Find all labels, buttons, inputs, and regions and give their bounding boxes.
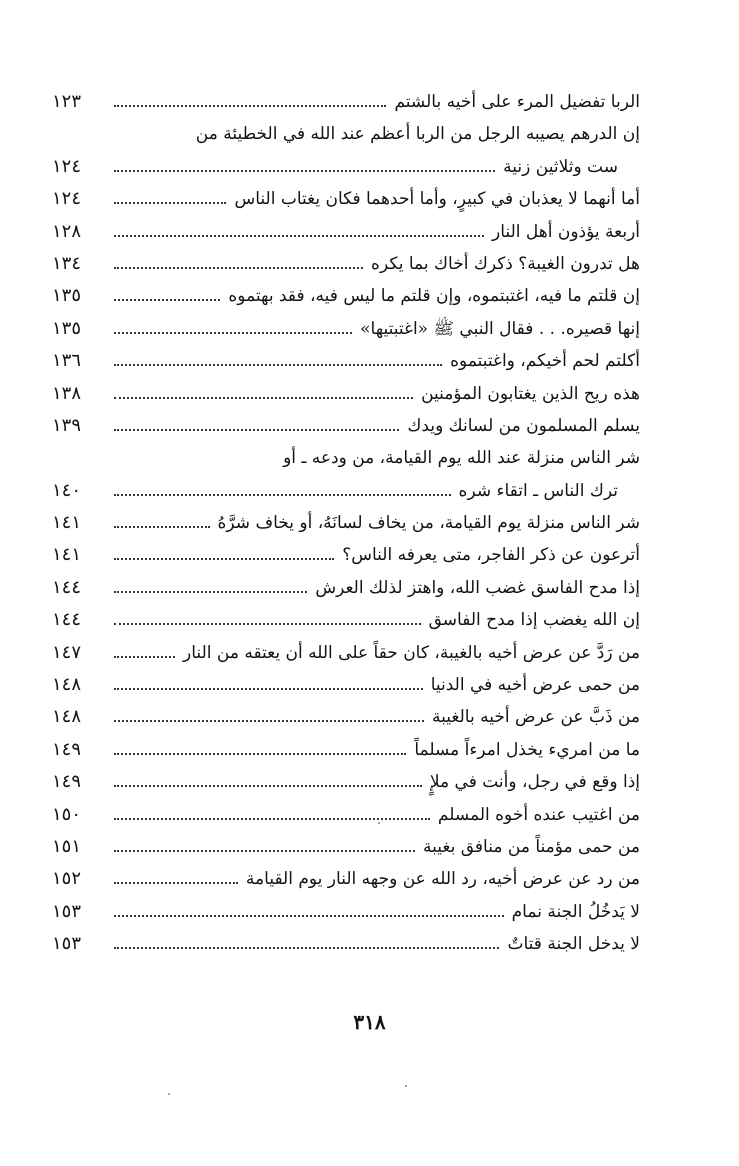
index-entry: [52, 896, 640, 928]
index-entry: [52, 766, 640, 798]
entry-title: أكلتم لحم أخيكم، واغتبتموه: [450, 351, 640, 372]
entry-page-number: ١٤٨: [52, 706, 82, 728]
entry-title: إن الله يغضب إذا مدح الفاسق: [428, 610, 640, 631]
entry-title: إذا مدح الفاسق غضب الله، واهتز لذلك العرش: [315, 577, 640, 598]
entry-page-number: ١٣٨: [52, 382, 82, 404]
entry-title: ست وثلاثين زنية: [503, 156, 618, 177]
leader-dots: [114, 267, 363, 269]
entry-page-number: ١٣٥: [52, 317, 82, 339]
leader-dots: [114, 915, 504, 917]
entry-page-number: ١٢٨: [52, 220, 82, 242]
entry-page-number: ١٢٤: [52, 155, 82, 177]
leader-dots: [114, 299, 220, 301]
index-entry: [52, 475, 640, 507]
leader-dots: [114, 591, 307, 593]
entry-page-number: ١٥١: [52, 835, 82, 857]
entry-title: من ذَبَّ عن عرض أخيه بالغيبة: [432, 707, 640, 728]
entry-page-number: ١٣٤: [52, 252, 82, 274]
entry-page-number: ١٢٣: [52, 91, 82, 112]
index-entry: [52, 604, 640, 636]
index-entry: [52, 928, 640, 960]
entry-page-number: ١٤٤: [52, 609, 82, 631]
entry-title: من اغتيب عنده أخوه المسلم: [437, 804, 640, 825]
scan-speck: [405, 1085, 407, 1087]
entry-title: أربعة يؤذون أهل النار: [492, 221, 640, 242]
entry-page-number: ١٤١: [52, 544, 82, 566]
index-entry: [52, 442, 640, 474]
entry-title: هذه ريح الذين يغتابون المؤمنين: [421, 383, 640, 404]
entry-page-number: ١٣٦: [52, 350, 82, 372]
entry-title: أما أنهما لا يعذبان في كبيرٍ، وأما أحدهما فكان يغتاب الناس: [234, 189, 640, 210]
entry-title: شر الناس منزلة عند الله يوم القيامة، من ودعه ـ أو: [283, 448, 640, 469]
entry-page-number: ١٤٤: [52, 576, 82, 598]
scan-speck: [378, 822, 380, 824]
index-entry: [52, 216, 640, 248]
entry-title: إن الدرهم يصيبه الرجل من الربا أعظم عند الله في الخطيئة من: [195, 124, 640, 145]
leader-dots: [114, 494, 451, 496]
entry-title: من حمى عرض أخيه في الدنيا: [430, 675, 640, 696]
leader-dots: [114, 332, 352, 334]
scan-speck: [168, 1093, 170, 1095]
entry-title: إذا وقع في رجل، وأنت في ملإٍ: [429, 772, 640, 793]
index-entry: [52, 313, 640, 345]
leader-dots: [114, 364, 442, 366]
page-number: ٣١٨: [353, 1010, 386, 1034]
entry-page-number: ١٤٩: [52, 738, 82, 760]
entry-page-number: ١٣٩: [52, 414, 82, 436]
leader-dots: [114, 785, 422, 787]
leader-dots: [114, 397, 413, 399]
index-entry: [52, 378, 640, 410]
entry-page-number: ١٤٠: [52, 479, 82, 501]
index-entry: [52, 248, 640, 280]
leader-dots: [114, 235, 484, 237]
leader-dots: [114, 623, 421, 625]
entry-page-number: ١٤١: [52, 512, 82, 534]
leader-dots: [114, 202, 226, 204]
index-entry: [52, 637, 640, 669]
leader-dots: [114, 720, 424, 722]
entry-title: لا يدخل الجنة قتاتٌ: [507, 934, 640, 955]
entry-title: إنها قصيره. . . فقال النبي ﷺ «اغتبتيها»: [360, 318, 640, 339]
entry-title: من رد عن عرض أخيه، رد الله عن وجهه النار يوم القيامة: [245, 869, 640, 890]
leader-dots: [114, 429, 399, 431]
index-entry: [52, 669, 640, 701]
entry-page-number: ١٥٠: [52, 803, 82, 825]
entry-title: إن قلتم ما فيه، اغتبتموه، وإن قلتم ما ليس فيه، فقد بهتموه: [228, 286, 640, 307]
entry-title: من حمى مؤمناً من منافق بغيبة: [423, 836, 640, 857]
entry-page-number: ١٤٨: [52, 674, 82, 696]
hadith-index: [52, 86, 640, 961]
entry-page-number: ١٤٩: [52, 771, 82, 793]
entry-page-number: ١٥٣: [52, 900, 82, 922]
leader-dots: [114, 105, 386, 107]
leader-dots: [114, 882, 238, 884]
index-entry: [52, 410, 640, 442]
index-entry: [52, 345, 640, 377]
entry-title: ترك الناس ـ اتقاء شره: [458, 480, 618, 501]
index-entry: [52, 734, 640, 766]
leader-dots: [114, 818, 430, 820]
leader-dots: [114, 170, 495, 172]
entry-title: الربا تفضيل المرء على أخيه بالشتم: [394, 92, 640, 112]
index-entry: [52, 863, 640, 895]
index-entry: [52, 507, 640, 539]
leader-dots: [114, 526, 210, 528]
index-entry: [52, 280, 640, 312]
entry-title: أترعون عن ذكر الفاجر، متى يعرفه الناس؟: [342, 545, 640, 566]
index-entry: [52, 701, 640, 733]
index-entry: [52, 831, 640, 863]
entry-title: يسلم المسلمون من لسانك ويدك: [407, 415, 640, 436]
leader-dots: [114, 850, 415, 852]
index-entry: [52, 799, 640, 831]
entry-page-number: ١٤٧: [52, 641, 82, 663]
entry-title: ما من امريء يخذل امرءاً مسلماً: [414, 739, 640, 760]
index-entry: [52, 572, 640, 604]
leader-dots: [114, 656, 175, 658]
index-entry: [52, 118, 640, 150]
leader-dots: [114, 947, 499, 949]
index-entry: [52, 86, 640, 118]
index-entry: [52, 539, 640, 571]
index-entry: [52, 183, 640, 215]
leader-dots: [114, 688, 423, 690]
index-entry: [52, 151, 640, 183]
entry-title: لا يَدخُلُ الجنة نمام: [511, 901, 640, 922]
entry-page-number: ١٥٣: [52, 933, 82, 955]
entry-title: من رَدَّ عن عرض أخيه بالغيبة، كان حقاً على الله أن يعتقه من النار: [183, 642, 640, 663]
entry-page-number: ١٣٥: [52, 285, 82, 307]
leader-dots: [114, 558, 334, 560]
entry-page-number: ١٢٤: [52, 188, 82, 210]
entry-title: هل تدرون الغيبة؟ ذكرك أخاك بما يكره: [371, 253, 640, 274]
entry-title: شر الناس منزلة يوم القيامة، من يخاف لسانَهُ، أو يخاف شرَّهُ: [217, 513, 640, 534]
leader-dots: [114, 753, 406, 755]
entry-page-number: ١٥٢: [52, 868, 82, 890]
